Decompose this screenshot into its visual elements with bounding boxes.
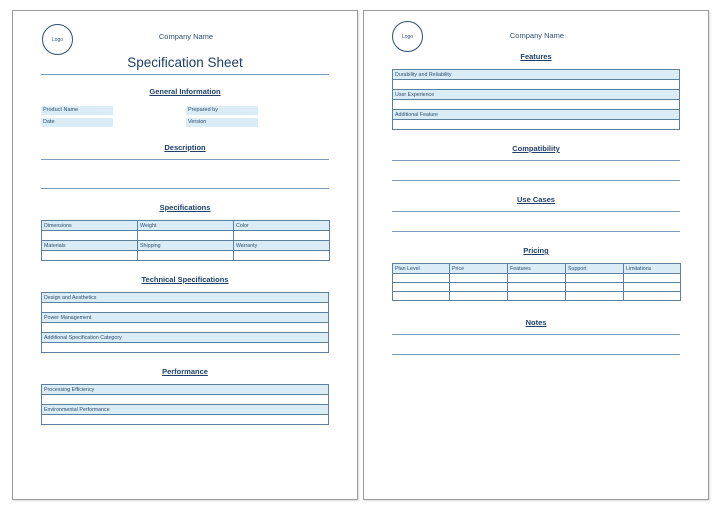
table-row: [393, 80, 680, 90]
table-row: [42, 405, 329, 415]
table-row: [42, 415, 329, 425]
pricing-table: [392, 263, 681, 301]
notes-line: [392, 354, 680, 355]
pricing-column-features: Features: [508, 264, 566, 274]
table-cell[interactable]: [42, 343, 329, 353]
table-cell[interactable]: [393, 120, 680, 130]
use-cases-line: [392, 211, 680, 212]
page-one: [12, 10, 358, 500]
description-heading: Description: [164, 143, 206, 152]
table-row: [42, 303, 329, 313]
features-heading: Features: [520, 52, 552, 61]
table-cell[interactable]: [42, 415, 329, 425]
performance-item-label[interactable]: Processing Efficiency: [42, 385, 329, 395]
general-information-heading: General Information: [149, 87, 221, 96]
table-cell[interactable]: [508, 283, 566, 292]
table-row: [393, 100, 680, 110]
technical-specifications-table: [41, 292, 329, 353]
feature-item-label[interactable]: User Experience: [393, 90, 680, 100]
spec-cell-weight[interactable]: Weight: [138, 221, 234, 231]
table-cell[interactable]: [42, 395, 329, 405]
table-cell[interactable]: [234, 231, 330, 241]
table-cell[interactable]: [138, 251, 234, 261]
table-cell[interactable]: [450, 274, 508, 283]
table-row: [393, 292, 681, 301]
table-cell[interactable]: [566, 274, 624, 283]
table-cell[interactable]: [138, 231, 234, 241]
feature-item-label[interactable]: Additional Feature: [393, 110, 680, 120]
table-cell[interactable]: [450, 292, 508, 301]
pricing-column-limitations: Limitations: [624, 264, 681, 274]
table-row: [393, 274, 681, 283]
table-cell[interactable]: [450, 283, 508, 292]
table-cell[interactable]: [508, 274, 566, 283]
spec-cell-warranty[interactable]: Warranty: [234, 241, 330, 251]
table-cell[interactable]: [566, 283, 624, 292]
pricing-column-plan-level: Plan Level: [393, 264, 450, 274]
table-cell[interactable]: [393, 283, 450, 292]
pricing-column-support: Support: [566, 264, 624, 274]
description-line: [41, 188, 329, 189]
performance-table: [41, 384, 329, 425]
table-cell[interactable]: [393, 274, 450, 283]
notes-line: [392, 334, 680, 335]
spec-cell-shipping[interactable]: Shipping: [138, 241, 234, 251]
table-row: [393, 264, 681, 274]
logo-placeholder: Logo: [42, 24, 73, 55]
specifications-heading: Specifications: [159, 203, 211, 212]
table-row: [42, 395, 329, 405]
notes-heading: Notes: [525, 318, 547, 327]
version-field[interactable]: Version: [186, 118, 258, 127]
prepared-by-field[interactable]: Prepared by: [186, 106, 258, 115]
table-cell[interactable]: [42, 303, 329, 313]
company-name: Company Name: [158, 32, 214, 41]
document-title: Specification Sheet: [41, 55, 329, 75]
table-cell[interactable]: [624, 283, 681, 292]
table-cell[interactable]: [234, 251, 330, 261]
table-row: [42, 343, 329, 353]
table-cell[interactable]: [508, 292, 566, 301]
pricing-column-price: Price: [450, 264, 508, 274]
tech-item-label[interactable]: Design and Aesthetics: [42, 293, 329, 303]
table-row: [42, 221, 330, 231]
table-row: [42, 241, 330, 251]
page-two: [363, 10, 709, 500]
compatibility-line: [392, 160, 680, 161]
table-row: [393, 120, 680, 130]
table-cell[interactable]: [393, 80, 680, 90]
use-cases-heading: Use Cases: [517, 195, 555, 204]
table-row: [42, 251, 330, 261]
table-row: [42, 385, 329, 395]
table-cell[interactable]: [393, 100, 680, 110]
pricing-heading: Pricing: [523, 246, 549, 255]
table-row: [42, 323, 329, 333]
tech-item-label[interactable]: Additional Specification Category: [42, 333, 329, 343]
features-table: [392, 69, 680, 130]
table-row: [393, 283, 681, 292]
table-row: [42, 333, 329, 343]
table-row: [42, 293, 329, 303]
compatibility-line: [392, 180, 680, 181]
product-name-field[interactable]: Product Name: [41, 106, 113, 115]
description-line: [41, 159, 329, 160]
feature-item-label[interactable]: Durability and Reliability: [393, 70, 680, 80]
spec-cell-color[interactable]: Color: [234, 221, 330, 231]
table-row: [42, 231, 330, 241]
table-row: [393, 70, 680, 80]
date-field[interactable]: Date: [41, 118, 113, 127]
table-cell[interactable]: [42, 251, 138, 261]
table-cell[interactable]: [566, 292, 624, 301]
table-cell[interactable]: [42, 323, 329, 333]
table-row: [393, 110, 680, 120]
use-cases-line: [392, 231, 680, 232]
logo-placeholder: Logo: [392, 21, 423, 52]
performance-heading: Performance: [162, 367, 208, 376]
table-row: [393, 90, 680, 100]
compatibility-heading: Compatibility: [512, 144, 560, 153]
specifications-table: [41, 220, 330, 261]
table-cell[interactable]: [393, 292, 450, 301]
table-cell[interactable]: [624, 274, 681, 283]
spec-cell-materials[interactable]: Materials: [42, 241, 138, 251]
table-row: [42, 313, 329, 323]
technical-specifications-heading: Technical Specifications: [141, 275, 229, 284]
performance-item-label[interactable]: Environmental Performance: [42, 405, 329, 415]
spec-cell-dimensions[interactable]: Dimensions: [42, 221, 138, 231]
table-cell[interactable]: [42, 231, 138, 241]
table-cell[interactable]: [624, 292, 681, 301]
company-name: Company Name: [509, 31, 565, 40]
tech-item-label[interactable]: Power Management: [42, 313, 329, 323]
